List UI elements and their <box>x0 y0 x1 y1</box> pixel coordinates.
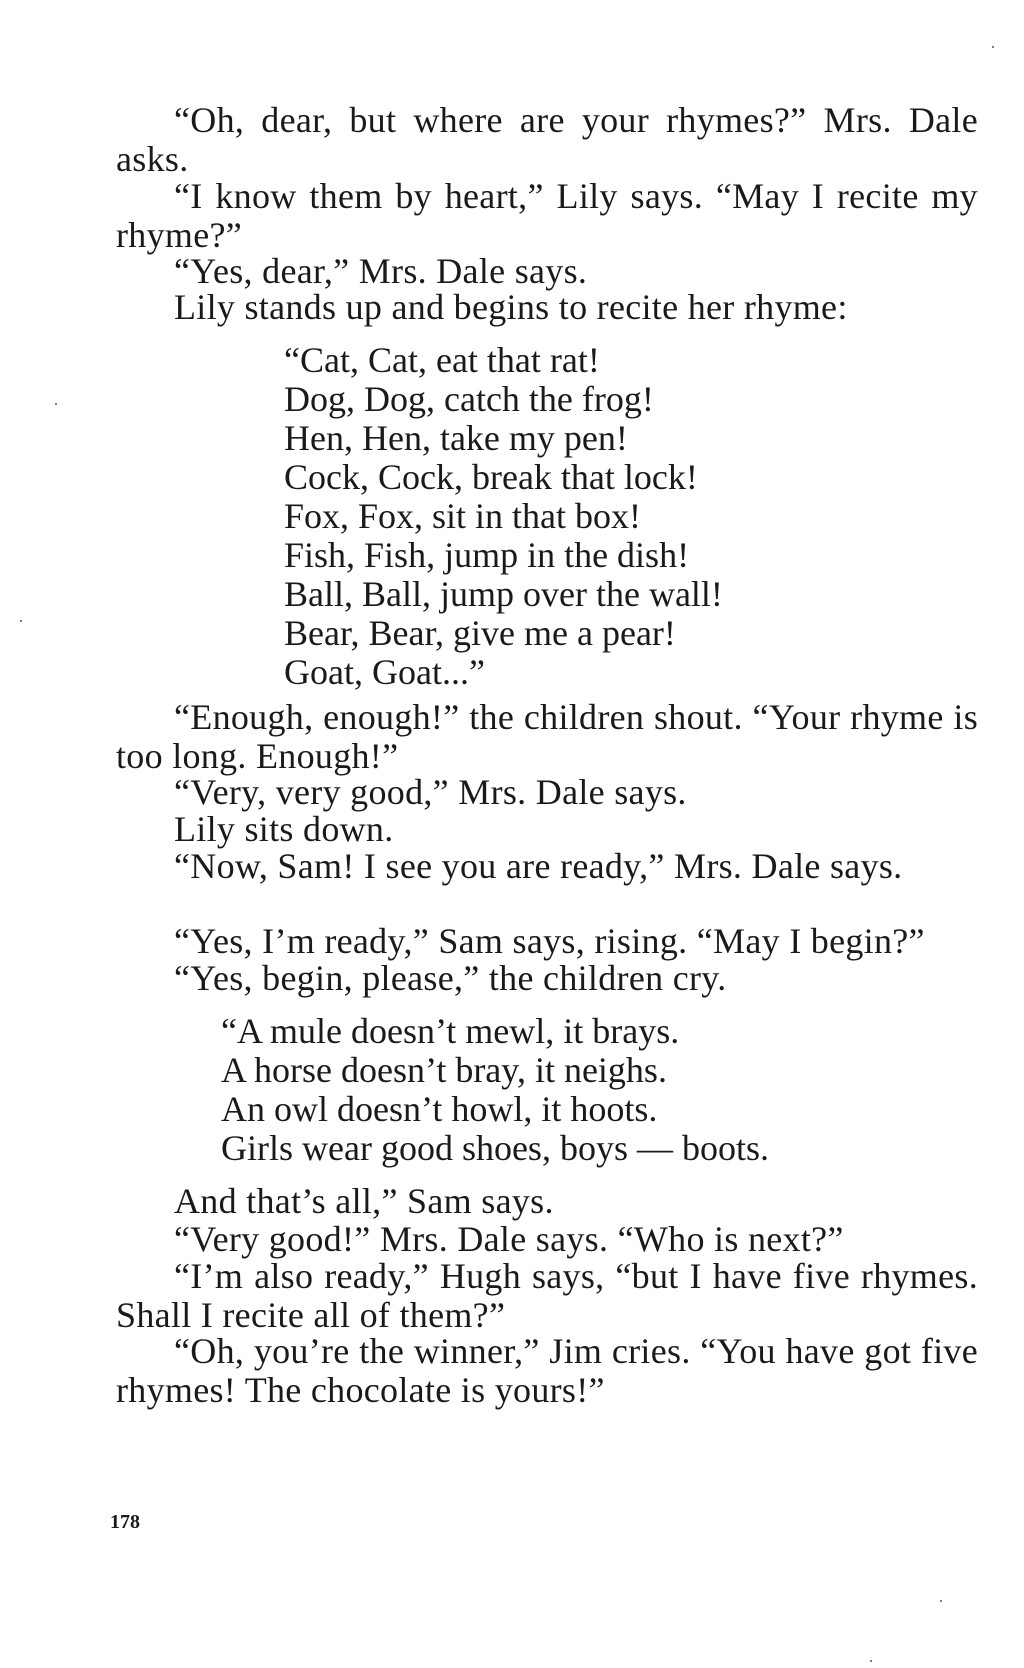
paragraph: “Now, Sam! I see you are ready,” Mrs. Dale says. <box>174 846 903 886</box>
verse-line: Ball, Ball, jump over the wall! <box>284 574 723 614</box>
verse-line: Girls wear good shoes, boys — boots. <box>221 1128 769 1168</box>
scan-speck <box>55 403 57 405</box>
paragraph: “I know them by heart,” Lily says. “May I recite my rhyme?” <box>116 176 978 255</box>
verse-line: “A mule doesn’t mewl, it brays. <box>221 1011 680 1051</box>
verse-line: Cock, Cock, break that lock! <box>284 457 698 497</box>
verse-line: “Cat, Cat, eat that rat! <box>284 340 600 380</box>
paragraph: “Oh, dear, but where are your rhymes?” Mrs. Dale asks. <box>116 100 978 179</box>
verse-line: A horse doesn’t bray, it neighs. <box>221 1050 667 1090</box>
paragraph: “Very, very good,” Mrs. Dale says. <box>174 772 687 812</box>
paragraph: “I’m also ready,” Hugh says, “but I have five rhymes. Shall I recite all of them?” <box>116 1256 978 1335</box>
verse-line: Bear, Bear, give me a pear! <box>284 613 676 653</box>
verse-line: Hen, Hen, take my pen! <box>284 418 628 458</box>
paragraph: “Yes, I’m ready,” Sam says, rising. “May I begin?” <box>174 921 925 961</box>
paragraph: “Yes, dear,” Mrs. Dale says. <box>174 251 588 291</box>
verse-line: Goat, Goat...” <box>284 652 485 692</box>
verse-line: Fox, Fox, sit in that box! <box>284 496 642 536</box>
verse-line: Dog, Dog, catch the frog! <box>284 379 654 419</box>
paragraph: “Enough, enough!” the children shout. “Your rhyme is too long. Enough!” <box>116 697 978 776</box>
paragraph: Lily stands up and begins to recite her rhyme: <box>174 287 848 327</box>
scan-speck <box>992 46 994 48</box>
verse-line: Fish, Fish, jump in the dish! <box>284 535 690 575</box>
page-number: 178 <box>110 1511 140 1533</box>
verse-rhyme-mule <box>221 1012 769 1168</box>
paragraph: “Yes, begin, please,” the children cry. <box>174 958 727 998</box>
scan-speck <box>940 1600 942 1602</box>
verse-line: An owl doesn’t howl, it hoots. <box>221 1089 658 1129</box>
paragraph: “Oh, you’re the winner,” Jim cries. “You have got five rhymes! The chocolate is yours!” <box>116 1331 978 1410</box>
paragraph: “Very good!” Mrs. Dale says. “Who is next?” <box>174 1219 844 1259</box>
paragraph: And that’s all,” Sam says. <box>174 1181 554 1221</box>
scan-speck <box>20 620 22 622</box>
verse-rhyme-cat <box>284 341 723 692</box>
scan-speck <box>870 1660 872 1662</box>
paragraph: Lily sits down. <box>174 809 394 849</box>
